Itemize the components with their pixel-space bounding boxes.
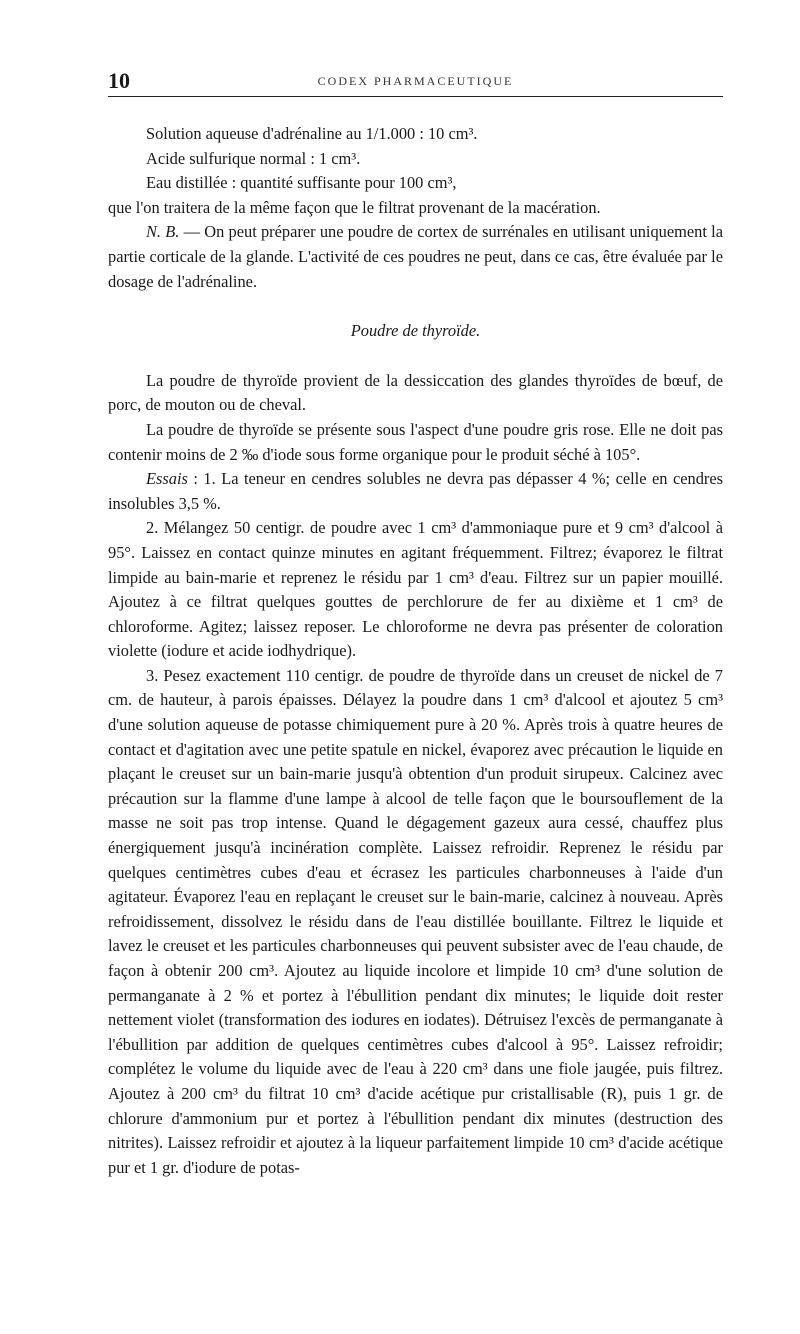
page-number: 10 <box>108 68 130 93</box>
nota-bene-paragraph <box>108 220 723 294</box>
section-title: Poudre de thyroïde. <box>350 321 481 341</box>
essais-paragraph <box>108 467 723 516</box>
header-rule <box>108 96 723 97</box>
formula-line: Eau distillée : quantité suffisante pour 100 cm³, <box>146 173 457 193</box>
paragraph-continuation: que l'on traitera de la même façon que le filtrat provenant de la macération. <box>108 197 601 217</box>
nota-bene-label: N. B. <box>146 222 180 242</box>
paragraph: 2. Mélangez 50 centigr. de poudre avec 1 cm³ d'ammoniaque pure et 9 cm³ d'alcool à 95°. Laissez en contact quinze minutes en agitant fréquemment. Filtrez; évaporez le filtrat limpide au bain-marie et reprenez le résidu par 1 cm³ d'eau. Filtrez sur un papier mouillé. Ajoutez à ce filtrat quelques gouttes de perchlorure de fer au dixième et 1 cm³ de chloroforme. Agitez; laissez reposer. Le chloroforme ne devra pas présenter de coloration violette (iodure et acide iodhydrique). <box>108 518 723 661</box>
paragraph: 3. Pesez exactement 110 centigr. de poudre de thyroïde dans un creuset de nickel de 7 cm. de hauteur, à parois épaisses. Délayez la poudre dans 1 cm³ d'alcool et ajoutez 5 cm³ d'une solution aqueuse de potasse chimiquement pure à 20 %. Après trois à quatre heures de contact et d'agitation avec une petite spatule en nickel, évaporez avec précaution le liquide en plaçant le creuset sur un bain-marie jusqu'à obtention d'un produit sirupeux. Calcinez avec précaution sur la flamme d'une lampe à alcool de telle façon que le boursouflement de la masse ne soit pas trop intense. Quand le dégagement gazeux aura cessé, chauffez plus énergiquement jusqu'à incinération complète. Laissez refroidir. Reprenez le résidu par quelques centimètres cubes d'eau et écrasez les particules charbonneuses à l'aide d'un agitateur. Évaporez l'eau en replaçant le creuset sur le bain-marie, calcinez à nouveau. Après refroidissement, dissolvez le résidu dans de l'eau distillée bouillante. Filtrez le liquide et lavez le creuset et les particules charbonneuses qui peuvent subsister avec de l'eau chaude, de façon à obtenir 200 cm³. Ajoutez au liquide incolore et limpide 10 cm³ d'une solution de permanganate à 2 % et portez à l'ébullition pendant dix minutes; le liquide doit rester nettement violet (transformation des iodures en iodates). Détruisez l'excès de permanganate à l'ébullition par addition de quelques centimètres cubes d'alcool à 95°. Laissez refroidir; complétez le volume du liquide avec de l'eau à 220 cm³ dans une fiole jaugée, puis filtrez. Ajoutez à 200 cm³ du filtrat 10 cm³ d'acide acétique pur cristallisable (R), puis 1 gr. de chlorure d'ammonium pur et portez à l'ébullition pendant dix minutes (destruction des nitrites). Laissez refroidir et ajoutez à la liqueur parfaitement limpide 10 cm³ d'acide acétique pur et 1 gr. d'iodure de potas- <box>108 665 723 1177</box>
paragraph: La poudre de thyroïde se présente sous l'aspect d'une poudre gris rose. Elle ne doit pas contenir moins de 2 ‰ d'iode sous forme organique pour le produit séché à 105°. <box>108 419 723 464</box>
paragraph: La poudre de thyroïde provient de la dessiccation des glandes thyroïdes de bœuf, de porc, de mouton ou de cheval. <box>108 370 723 415</box>
formula-line: Solution aqueuse d'adrénaline au 1/1.000 : 10 cm³. <box>146 124 478 143</box>
formula-line: Acide sulfurique normal : 1 cm³. <box>146 148 361 168</box>
essais-label: Essais <box>146 469 188 489</box>
essais-text: : 1. La teneur en cendres solubles ne devra pas dépasser 4 %; celle en cendres insolubles 3,5 %. <box>108 469 723 513</box>
page-body <box>108 122 723 1180</box>
running-title: CODEX PHARMACEUTIQUE <box>317 74 514 88</box>
nota-bene-text: — On peut préparer une poudre de cortex de surrénales en utilisant uniquement la partie corticale de la glande. L'activité de ces poudres ne peut, dans ce cas, être évaluée par le dosage de l'adrénaline. <box>108 222 723 291</box>
page-header <box>108 68 723 98</box>
